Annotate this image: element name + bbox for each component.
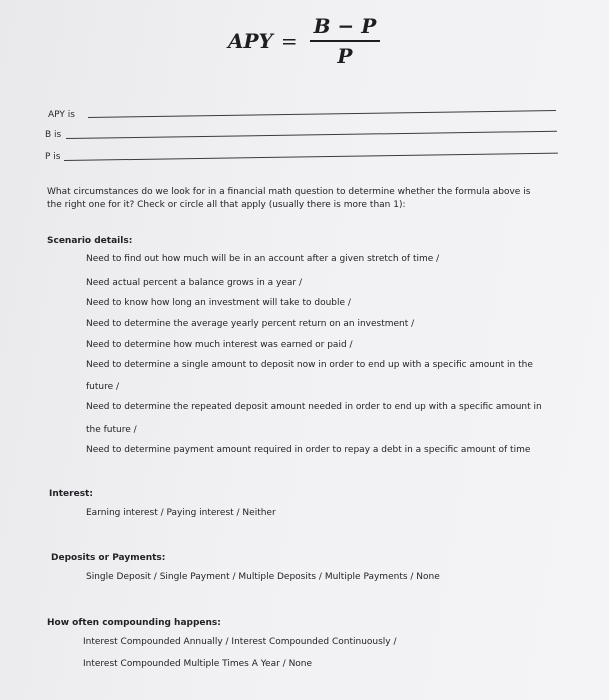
definition-b-blank[interactable] xyxy=(66,131,557,139)
deposits-heading: Deposits or Payments: xyxy=(51,553,166,563)
apy-formula xyxy=(228,14,382,68)
deposits-options[interactable]: Single Deposit / Single Payment / Multiple Deposits / Multiple Payments / None xyxy=(86,572,440,582)
formula-fraction xyxy=(308,14,383,68)
definition-b-label: B is xyxy=(45,130,62,140)
scenario-item-1[interactable]: Need to find out how much will be in an account after a given stretch of time / xyxy=(86,254,440,264)
scenario-item-8[interactable]: Need to determine payment amount required in order to repay a debt in a specific amount of time xyxy=(86,445,531,455)
scenario-item-3[interactable]: Need to know how long an investment will take to double / xyxy=(86,298,351,308)
definition-p-blank[interactable] xyxy=(64,153,558,161)
compounding-options-line-1[interactable]: Interest Compounded Annually / Interest Compounded Continuously / xyxy=(83,637,397,647)
compounding-options-line-2[interactable]: Interest Compounded Multiple Times A Year / None xyxy=(83,659,313,669)
scenario-item-2[interactable]: Need actual percent a balance grows in a year / xyxy=(86,278,302,288)
interest-heading: Interest: xyxy=(49,489,93,499)
formula-denominator: P xyxy=(337,44,353,68)
scenario-item-6-cont[interactable]: future / xyxy=(86,382,120,392)
formula-numerator: B − P xyxy=(313,14,377,38)
definition-apy-blank[interactable] xyxy=(88,110,556,118)
question-line-1: What circumstances do we look for in a financial math question to determine whether the formula above is xyxy=(47,187,531,197)
question-line-2: the right one for it? Check or circle all that apply (usually there is more than 1): xyxy=(47,200,406,210)
scenario-item-7[interactable]: Need to determine the repeated deposit amount needed in order to end up with a specific amount in xyxy=(86,402,542,412)
interest-options[interactable]: Earning interest / Paying interest / Neither xyxy=(86,508,276,518)
scenario-item-7-cont[interactable]: the future / xyxy=(86,425,137,435)
definition-apy-label: APY is xyxy=(48,110,75,120)
scenario-item-4[interactable]: Need to determine the average yearly percent return on an investment / xyxy=(86,319,415,329)
scenario-item-6[interactable]: Need to determine a single amount to deposit now in order to end up with a specific amount in the xyxy=(86,360,533,370)
compounding-heading: How often compounding happens: xyxy=(47,618,221,628)
formula-equals: = xyxy=(280,29,298,53)
definition-p-label: P is xyxy=(45,152,61,162)
scenario-item-5[interactable]: Need to determine how much interest was earned or paid / xyxy=(86,340,353,350)
scenario-heading: Scenario details: xyxy=(47,236,133,246)
formula-lhs: APY xyxy=(228,29,273,53)
